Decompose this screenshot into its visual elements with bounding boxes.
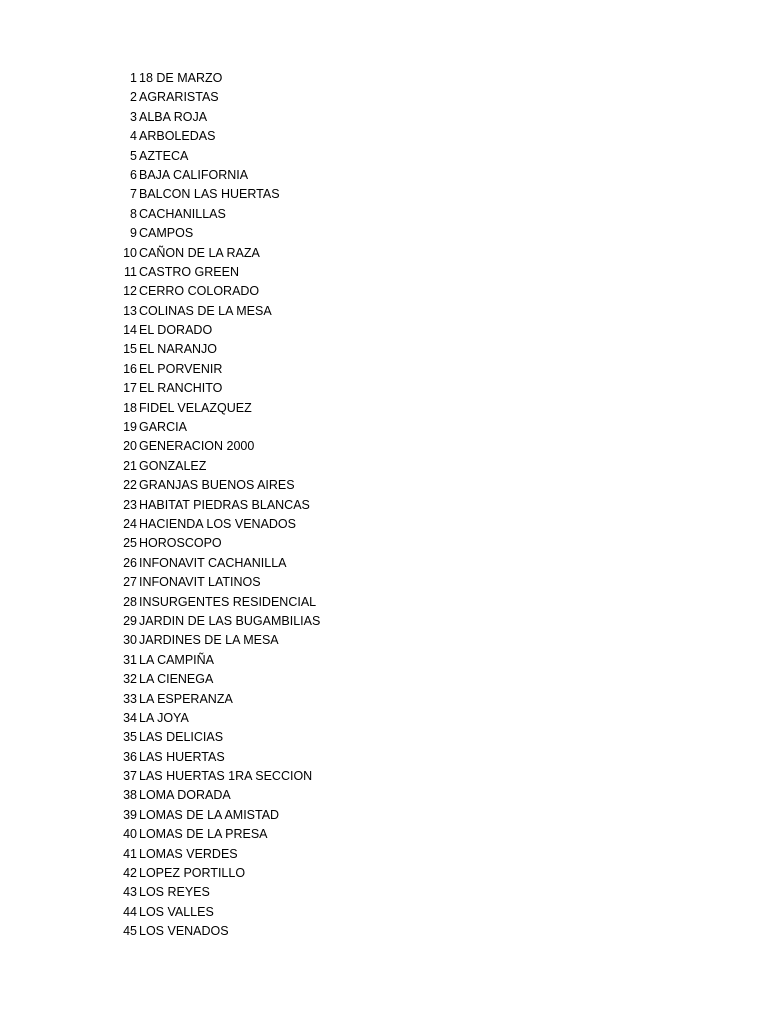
list-item-name: LOS VENADOS (139, 924, 229, 939)
list-item-number: 6 (130, 167, 137, 182)
list-item (116, 379, 320, 398)
list-item (116, 515, 320, 534)
list-item (116, 437, 320, 456)
list-item (116, 922, 320, 941)
list-item (116, 321, 320, 340)
list-item-name: LA CAMPIÑA (139, 652, 215, 667)
list-item-number: 23 (123, 497, 137, 512)
list-item (116, 147, 320, 166)
list-item-name: AGRARISTAS (139, 90, 219, 105)
list-item-name: LOS REYES (139, 885, 210, 900)
list-item-name: EL DORADO (139, 323, 213, 338)
list-item-name: LA JOYA (139, 710, 189, 725)
list-item-number: 1 (130, 71, 137, 85)
list-item (116, 554, 320, 573)
list-item-name: BALCON LAS HUERTAS (139, 187, 280, 202)
list-item-name: 18 DE MARZO (139, 71, 223, 85)
list-item-name: GARCIA (139, 420, 187, 435)
list-item-name: FIDEL VELAZQUEZ (139, 400, 252, 415)
list-item-number: 41 (123, 846, 137, 861)
list-item-name: HABITAT PIEDRAS BLANCAS (139, 497, 310, 512)
list-item-name: CERRO COLORADO (139, 284, 260, 299)
list-item-number: 28 (123, 594, 137, 609)
list-item-number: 43 (123, 885, 137, 900)
list-item-number: 13 (123, 303, 137, 318)
list-item (116, 845, 320, 864)
list-item (116, 476, 320, 495)
list-item-number: 32 (123, 672, 137, 687)
list-item (116, 457, 320, 476)
list-item (116, 631, 320, 650)
list-item-number: 17 (123, 381, 137, 396)
list-item-name: LOMAS VERDES (139, 846, 238, 861)
list-item-number: 20 (123, 439, 137, 454)
list-item (116, 108, 320, 127)
list-item (116, 282, 320, 301)
list-item-number: 19 (123, 420, 137, 435)
list-item (116, 418, 320, 437)
list-item-number: 7 (130, 187, 137, 202)
list-item-name: LOMA DORADA (139, 788, 231, 803)
list-item-name: GRANJAS BUENOS AIRES (139, 478, 295, 493)
list-item (116, 670, 320, 689)
list-item (116, 69, 320, 88)
list-item-number: 34 (123, 710, 137, 725)
list-item (116, 166, 320, 185)
list-item-name: GONZALEZ (139, 458, 207, 473)
list-item-number: 36 (123, 749, 137, 764)
list-item-name: CACHANILLAS (139, 206, 226, 221)
list-item-number: 25 (123, 536, 137, 551)
list-item (116, 224, 320, 243)
list-item-name: CAMPOS (139, 226, 194, 241)
list-item-number: 33 (123, 691, 137, 706)
list-item-name: INSURGENTES RESIDENCIAL (139, 594, 317, 609)
list-item-number: 24 (123, 516, 137, 531)
list-item-number: 39 (123, 807, 137, 822)
list-item (116, 263, 320, 282)
list-item (116, 748, 320, 767)
list-item-number: 22 (123, 478, 137, 493)
list-item-number: 40 (123, 827, 137, 842)
list-item (116, 612, 320, 631)
list-item-number: 44 (123, 904, 137, 919)
list-item-name: LOS VALLES (139, 904, 214, 919)
list-item-number: 29 (123, 613, 137, 628)
list-item-number: 21 (123, 458, 137, 473)
list-item-number: 37 (123, 769, 137, 784)
list-item-name: LAS HUERTAS (139, 749, 225, 764)
list-item (116, 244, 320, 263)
list-item-name: EL RANCHITO (139, 381, 223, 396)
list-item-number: 4 (130, 129, 137, 144)
list-item-name: LAS DELICIAS (139, 730, 224, 745)
list-item-number: 26 (123, 555, 137, 570)
list-item-number: 35 (123, 730, 137, 745)
list-item (116, 88, 320, 107)
list-item-name: LA ESPERANZA (139, 691, 233, 706)
list-item-name: INFONAVIT LATINOS (139, 575, 261, 590)
list-item-number: 14 (123, 323, 137, 338)
list-item-number: 9 (130, 226, 137, 241)
list-item (116, 302, 320, 321)
list-item-name: EL NARANJO (139, 342, 218, 357)
list-item-number: 45 (123, 924, 137, 939)
list-item-number: 16 (123, 361, 137, 376)
list-item (116, 534, 320, 553)
list-item-name: LA CIENEGA (139, 672, 214, 687)
list-item-number: 30 (123, 633, 137, 648)
list-item-name: LOMAS DE LA AMISTAD (139, 807, 280, 822)
list-item-number: 5 (130, 148, 137, 163)
colonia-list (116, 69, 320, 942)
list-item-number: 2 (130, 90, 137, 105)
list-item-name: ALBA ROJA (139, 109, 208, 124)
list-item (116, 883, 320, 902)
list-item (116, 399, 320, 418)
list-item (116, 690, 320, 709)
list-item-name: EL PORVENIR (139, 361, 223, 376)
list-item (116, 767, 320, 786)
list-item-name: INFONAVIT CACHANILLA (139, 555, 287, 570)
list-item (116, 360, 320, 379)
list-item (116, 593, 320, 612)
list-item-name: HOROSCOPO (139, 536, 222, 551)
list-item (116, 825, 320, 844)
list-item-name: CAÑON DE LA RAZA (139, 245, 260, 260)
list-item-number: 8 (130, 206, 137, 221)
list-item-number: 38 (123, 788, 137, 803)
list-item-number: 11 (124, 264, 137, 279)
list-item (116, 127, 320, 146)
list-item (116, 903, 320, 922)
list-item (116, 573, 320, 592)
list-item-name: JARDIN DE LAS BUGAMBILIAS (139, 613, 321, 628)
list-item (116, 185, 320, 204)
list-item-name: BAJA CALIFORNIA (139, 167, 249, 182)
list-item-number: 10 (123, 245, 137, 260)
list-item-name: LOMAS DE LA PRESA (139, 827, 268, 842)
list-item-name: JARDINES DE LA MESA (139, 633, 279, 648)
list-item-number: 42 (123, 866, 137, 881)
list-item (116, 864, 320, 883)
list-item-number: 15 (123, 342, 137, 357)
list-item-name: AZTECA (139, 148, 189, 163)
list-item-name: CASTRO GREEN (139, 264, 240, 279)
list-item-name: ARBOLEDAS (139, 129, 216, 144)
list-item (116, 340, 320, 359)
list-item-name: LAS HUERTAS 1RA SECCION (139, 769, 313, 784)
list-item-name: COLINAS DE LA MESA (139, 303, 272, 318)
list-item-number: 3 (130, 109, 137, 124)
list-item (116, 205, 320, 224)
list-item-name: GENERACION 2000 (139, 439, 255, 454)
list-item (116, 709, 320, 728)
list-item-number: 31 (123, 652, 137, 667)
list-item-name: HACIENDA LOS VENADOS (139, 516, 296, 531)
list-item-name: LOPEZ PORTILLO (139, 866, 246, 881)
list-item-number: 27 (123, 575, 137, 590)
list-item (116, 806, 320, 825)
list-item-number: 12 (123, 284, 137, 299)
list-item (116, 786, 320, 805)
list-item-number: 18 (123, 400, 137, 415)
list-item (116, 496, 320, 515)
list-item (116, 651, 320, 670)
list-item (116, 728, 320, 747)
